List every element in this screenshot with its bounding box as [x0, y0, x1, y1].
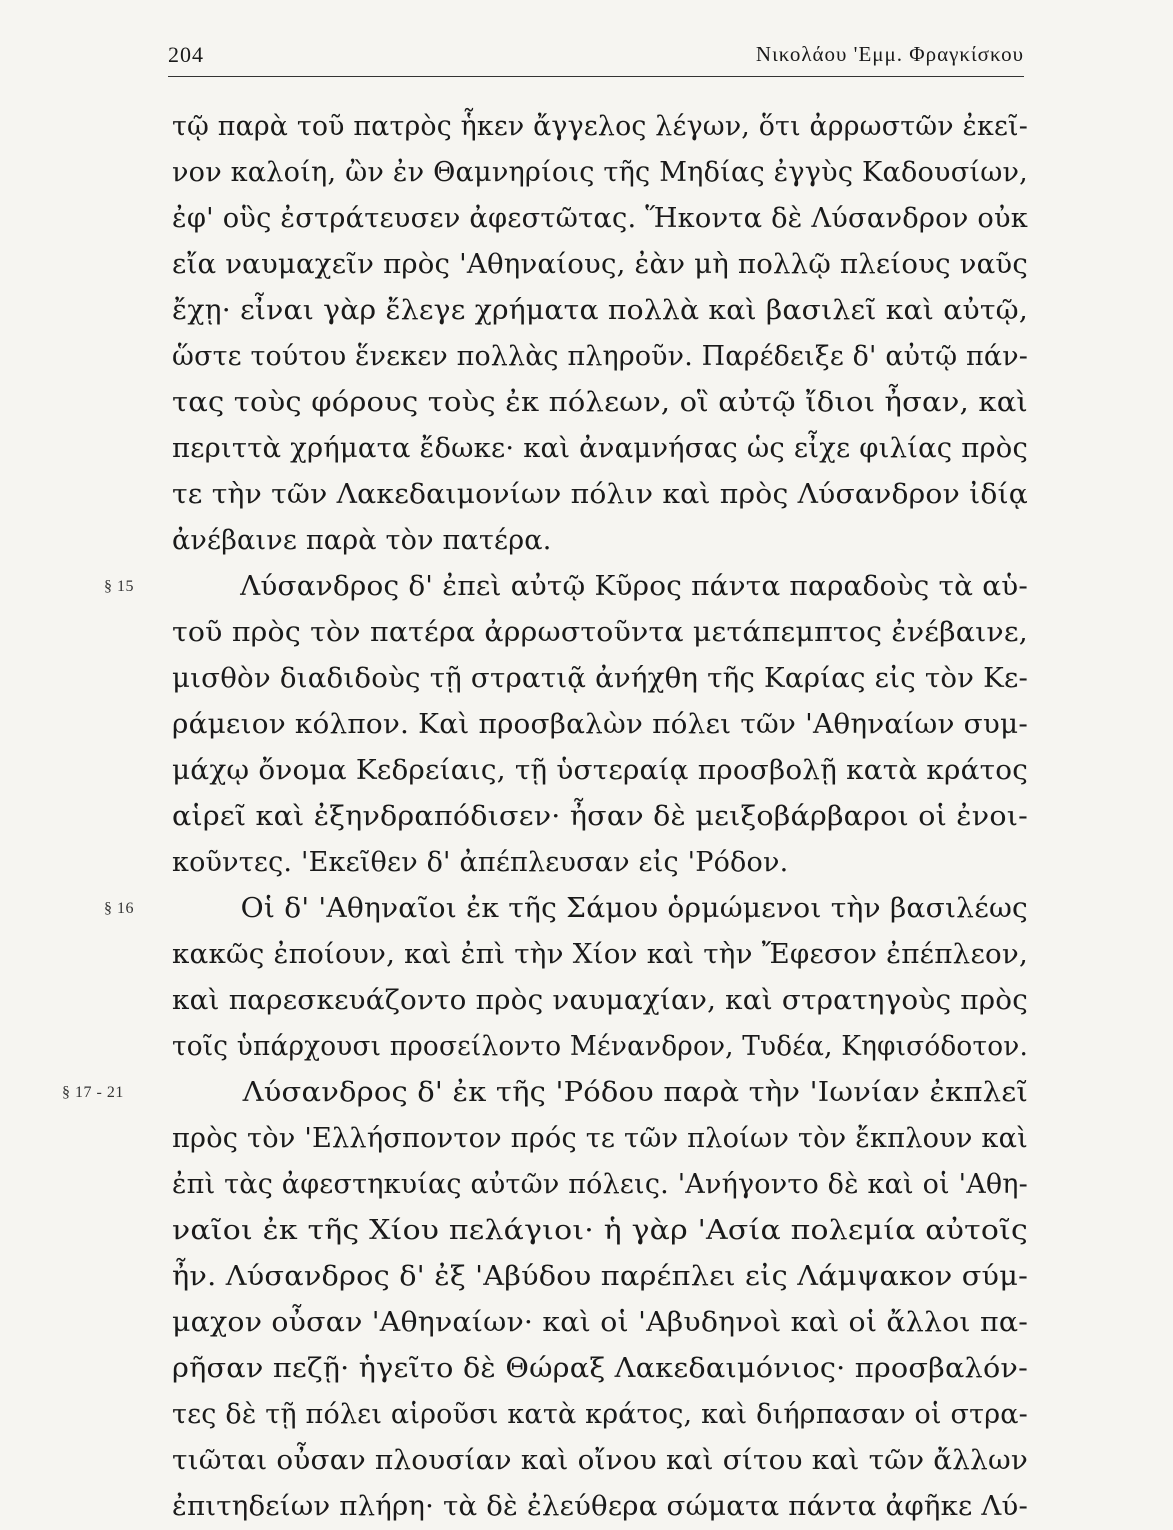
line-text: ρῆσαν πεζῇ· ἡγεῖτο δὲ Θώραξ Λακεδαιμόνιος· προσβαλόν- — [172, 1353, 1028, 1384]
line-text: τῷ παρὰ τοῦ πατρὸς ἧκεν ἄγγελος λέγων, ὅτι ἀρρωστῶν ἐκεῖ- — [172, 111, 1028, 142]
text-line — [172, 380, 1028, 426]
line-text: εἴα ναυμαχεῖν πρὸς 'Αθηναίους, ἐὰν μὴ πολλῷ πλείους ναῦς — [172, 249, 1028, 280]
text-line — [172, 426, 1028, 472]
line-text: μαχον οὖσαν 'Αθηναίων· καὶ οἱ 'Αβυδηνοὶ καὶ οἱ ἄλλοι πα- — [172, 1307, 1028, 1338]
line-text: ὥστε τούτου ἕνεκεν πολλὰς πληροῦν. Παρέδειξε δ' αὐτῷ πάν- — [172, 341, 1028, 372]
line-text: πρὸς τὸν 'Ελλήσποντον πρός τε τῶν πλοίων τὸν ἔκπλουν καὶ — [172, 1123, 1028, 1154]
text-line — [172, 610, 1028, 656]
line-text: καὶ παρεσκευάζοντο πρὸς ναυμαχίαν, καὶ στρατηγοὺς πρὸς — [172, 985, 1028, 1016]
text-line — [172, 1208, 1028, 1254]
line-text: τοῖς ὑπάρχουσι προσείλοντο Μένανδρον, Τυδέα, Κηφισόδοτον. — [172, 1031, 1028, 1062]
text-line — [172, 1116, 1028, 1162]
text-line — [172, 196, 1028, 242]
line-text: κοῦντες. 'Εκεῖθεν δ' ἀπέπλευσαν εἰς 'Ρόδον. — [172, 847, 789, 878]
margin-section-ref: § 16 — [104, 900, 134, 917]
line-text: μισθὸν διαδιδοὺς τῇ στρατιᾷ ἀνήχθη τῆς Καρίας εἰς τὸν Κε- — [172, 663, 1028, 694]
text-line — [172, 794, 1028, 840]
page-header — [168, 42, 1024, 78]
margin-section-ref: § 15 — [104, 578, 134, 595]
text-line — [172, 1346, 1028, 1392]
margin-section-ref: § 17 - 21 — [62, 1084, 124, 1101]
line-text: τε τὴν τῶν Λακεδαιμονίων πόλιν καὶ πρὸς Λύσανδρον ἰδίᾳ — [172, 479, 1028, 510]
line-text: ἦν. Λύσανδρος δ' ἐξ 'Αβύδου παρέπλει εἰς Λάμψακον σύμ- — [172, 1261, 1028, 1292]
line-text: ἐπὶ τὰς ἀφεστηκυίας αὐτῶν πόλεις. 'Ανήγοντο δὲ καὶ οἱ 'Αθη- — [172, 1169, 1028, 1200]
line-text: περιττὰ χρήματα ἔδωκε· καὶ ἀναμνήσας ὡς εἶχε φιλίας πρὸς — [172, 433, 1028, 464]
text-line — [172, 1438, 1028, 1484]
text-line — [172, 1162, 1028, 1208]
text-line — [172, 978, 1028, 1024]
text-line — [172, 242, 1028, 288]
text-line — [172, 288, 1028, 334]
page-number: 204 — [168, 42, 204, 67]
running-head: Νικολάου 'Εμμ. Φραγκίσκου — [755, 42, 1024, 66]
line-text: τιῶται οὖσαν πλουσίαν καὶ οἴνου καὶ σίτου καὶ τῶν ἄλλων — [172, 1445, 1028, 1476]
text-line — [172, 840, 1028, 886]
line-text: Λύσανδρος δ' ἐκ τῆς 'Ρόδου παρὰ τὴν 'Ιωνίαν ἐκπλεῖ — [242, 1077, 1028, 1108]
line-text: ἐφ' οὓς ἐστράτευσεν ἀφεστῶτας. Ἥκοντα δὲ Λύσανδρον οὐκ — [172, 203, 1028, 234]
line-text: ράμειον κόλπον. Καὶ προσβαλὼν πόλει τῶν 'Αθηναίων συμ- — [172, 709, 1028, 740]
text-line — [172, 932, 1028, 978]
line-text: τες δὲ τῇ πόλει αἱροῦσι κατὰ κράτος, καὶ διήρπασαν οἱ στρα- — [172, 1399, 1028, 1430]
text-line — [172, 1024, 1028, 1070]
text-line — [172, 150, 1028, 196]
line-text: ἔχῃ· εἶναι γὰρ ἔλεγε χρήματα πολλὰ καὶ βασιλεῖ καὶ αὐτῷ, — [172, 295, 1028, 326]
text-line — [104, 564, 1028, 610]
line-text: τοῦ πρὸς τὸν πατέρα ἀρρωστοῦντα μετάπεμπτος ἐνέβαινε, — [172, 617, 1028, 648]
text-line — [172, 656, 1028, 702]
text-line — [172, 1484, 1028, 1530]
header-rule — [168, 76, 1024, 77]
text-line — [172, 702, 1028, 748]
line-text: ἀνέβαινε παρὰ τὸν πατέρα. — [172, 525, 552, 556]
text-line — [172, 518, 1028, 564]
text-line — [172, 1300, 1028, 1346]
line-text: ναῖοι ἐκ τῆς Χίου πελάγιοι· ἡ γὰρ 'Ασία πολεμία αὐτοῖς — [172, 1215, 1028, 1246]
text-line — [172, 1254, 1028, 1300]
body-text — [62, 104, 1029, 1530]
text-line — [172, 748, 1028, 794]
text-line — [104, 886, 1029, 932]
text-line — [172, 472, 1028, 518]
line-text: ἐπιτηδείων πλήρη· τὰ δὲ ἐλεύθερα σώματα πάντα ἀφῆκε Λύ- — [172, 1491, 1028, 1522]
line-text: Λύσανδρος δ' ἐπεὶ αὐτῷ Κῦρος πάντα παραδοὺς τὰ αὑ- — [240, 571, 1028, 602]
text-line — [172, 1392, 1028, 1438]
line-text: αἱρεῖ καὶ ἐξηνδραπόδισεν· ἦσαν δὲ μειξοβάρβαροι οἱ ἐνοι- — [172, 801, 1028, 832]
line-text: κακῶς ἐποίουν, καὶ ἐπὶ τὴν Χίον καὶ τὴν Ἔφεσον ἐπέπλεον, — [172, 939, 1028, 970]
line-text: μάχῳ ὄνομα Κεδρείαις, τῇ ὑστεραίᾳ προσβολῇ κατὰ κράτος — [172, 755, 1028, 786]
line-text: νον καλοίη, ὢν ἐν Θαμνηρίοις τῆς Μηδίας ἐγγὺς Καδουσίων, — [172, 157, 1028, 188]
line-text: τας τοὺς φόρους τοὺς ἐκ πόλεων, οἳ αὐτῷ ἴδιοι ἦσαν, καὶ — [172, 387, 1028, 418]
text-line — [62, 1070, 1028, 1116]
text-line — [172, 334, 1028, 380]
text-line — [172, 104, 1028, 150]
line-text: Οἱ δ' 'Αθηναῖοι ἐκ τῆς Σάμου ὁρμώμενοι τὴν βασιλέως — [240, 893, 1029, 924]
